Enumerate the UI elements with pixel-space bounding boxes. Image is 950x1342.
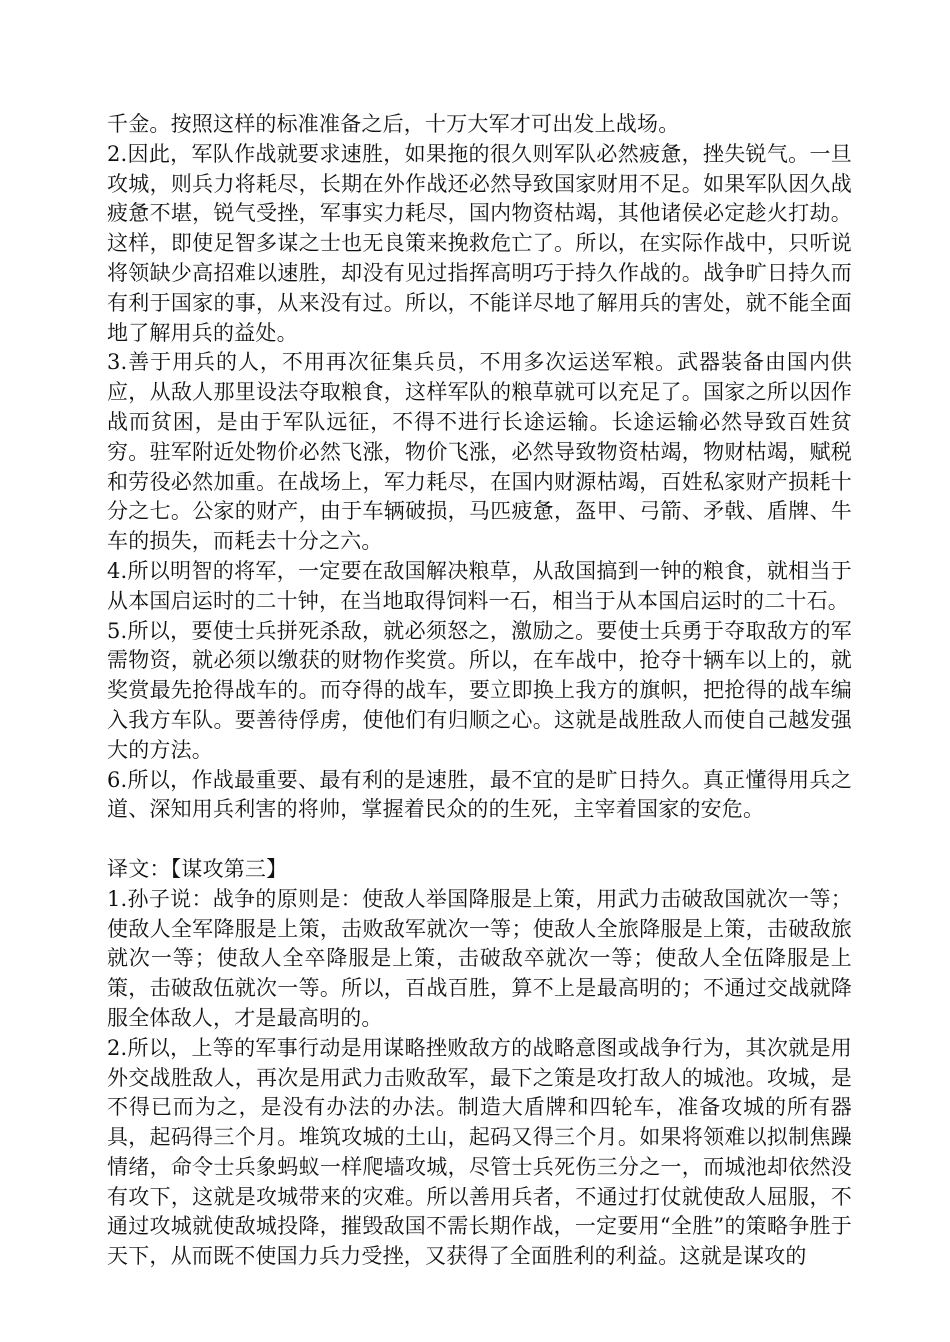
paragraph-2: 2.因此，军队作战就要求速胜，如果拖的很久则军队必然疲惫，挫失锐气。一旦攻城，则兵力将耗尽，长期在外作战还必然导致国家财用不足。如果军队因久战疲惫不堪，锐气受挫，军事实力耗尽，国内物资枯竭，其他诸侯必定趁火打劫。这样，即使足智多谋之士也无良策来挽救危亡了。所以，在实际作战中，只听说将领缺少高招难以速胜，却没有见过指挥高明巧于持久作战的。战争旷日持久而有利于国家的事，从来没有过。所以，不能详尽地了解用兵的害处，就不能全面地了解用兵的益处。: [107, 141, 852, 345]
paragraph-8: 2.所以，上等的军事行动是用谋略挫败敌方的战略意图或战争行为，其次就是用外交战胜敌人，再次是用武力击败敌军，最下之策是攻打敌人的城池。攻城，是不得已而为之，是没有办法的办法。制造大盾牌和四轮车，准备攻城的所有器具，起码得三个月。堆筑攻城的土山，起码又得三个月。如果将领难以拟制焦躁情绪，命令士兵象蚂蚁一样爬墙攻城，尽管士兵死伤三分之一，而城池却依然没有攻下，这就是攻城带来的灾难。所以善用兵者，不通过打仗就使敌人屈服，不通过攻城就使敌城投降，摧毁敌国不需长期作战，一定要用“全胜”的策略争胜于天下，从而既不使国力兵力受挫，又获得了全面胜利的利益。这就是谋攻的: [107, 1035, 852, 1269]
section-heading: 译文：【谋攻第三】: [107, 856, 288, 881]
paragraph-1: 千金。按照这样的标准准备之后，十万大军才可出发上战场。: [107, 112, 680, 136]
paragraph-4: 4.所以明智的将军，一定要在敌国解决粮草，从敌国搞到一钟的粮食，就相当于从本国启运时的二十钟，在当地取得饲料一石，相当于从本国启运时的二十石。: [107, 558, 852, 613]
paragraph-6: 6.所以，作战最重要、最有利的是速胜，最不宜的是旷日持久。真正懂得用兵之道、深知用兵利害的将帅，掌握着民众的的生死，主宰着国家的安危。: [107, 767, 852, 822]
paragraph-7: 1.孙子说：战争的原则是：使敌人举国降服是上策，用武力击破敌国就次一等；使敌人全军降服是上策，击败敌军就次一等；使敌人全旅降服是上策，击破敌旅就次一等；使敌人全卒降服是上策，击破敌卒就次一等；使敌人全伍降服是上策，击破敌伍就次一等。所以，百战百胜，算不上是最高明的；不通过交战就降服全体敌人，才是最高明的。: [107, 886, 852, 1030]
section-spacer: [107, 825, 852, 855]
document-body: [107, 110, 852, 1272]
paragraph-3: 3.善于用兵的人，不用再次征集兵员，不用多次运送军粮。武器装备由国内供应，从敌人那里设法夺取粮食，这样军队的粮草就可以充足了。国家之所以因作战而贫困，是由于军队远征，不得不进行长途运输。长途运输必然导致百姓贫穷。驻军附近处物价必然飞涨，物价飞涨，必然导致物资枯竭，物财枯竭，赋税和劳役必然加重。在战场上，军力耗尽，在国内财源枯竭，百姓私家财产损耗十分之七。公家的财产，由于车辆破损，马匹疲惫，盔甲、弓箭、矛戟、盾牌、牛车的损失，而耗去十分之六。: [107, 350, 852, 554]
paragraph-5: 5.所以，要使士兵拼死杀敌，就必须怒之，激励之。要使士兵勇于夺取敌方的军需物资，就必须以缴获的财物作奖赏。所以，在车战中，抢夺十辆车以上的，就奖赏最先抢得战车的。而夺得的战车，要立即换上我方的旗帜，把抢得的战车编入我方车队。要善待俘虏，使他们有归顺之心。这就是战胜敌人而使自己越发强大的方法。: [107, 618, 852, 762]
